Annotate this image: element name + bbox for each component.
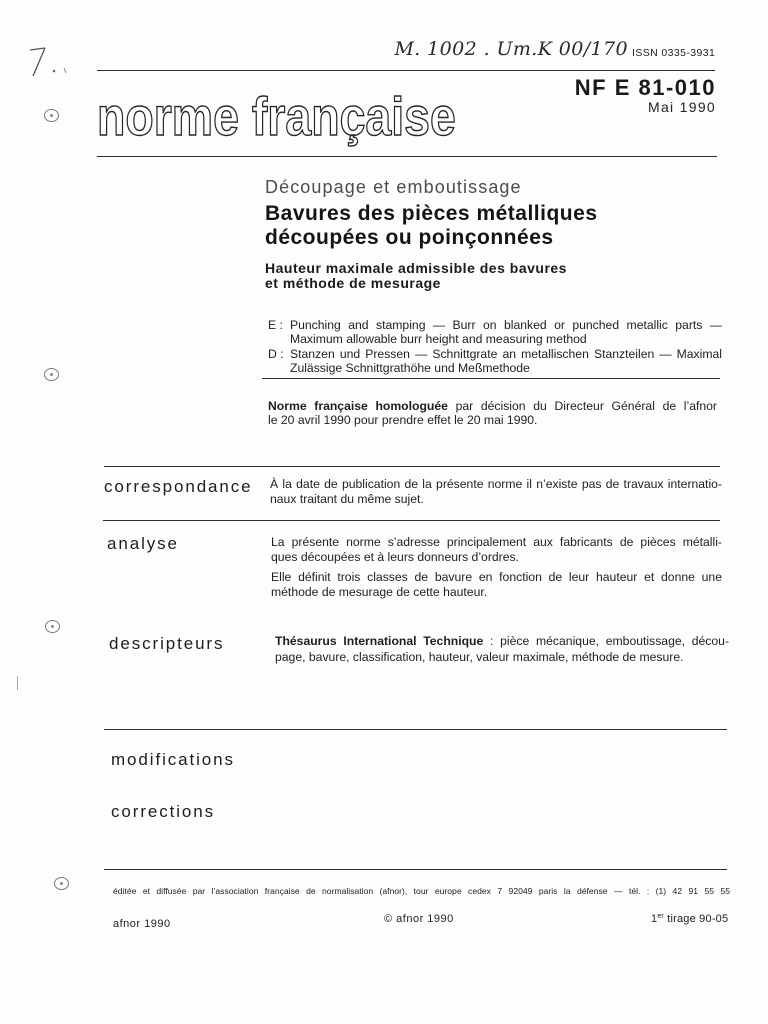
document-title-line: Bavures des pièces métalliques <box>265 202 598 225</box>
section-label-correspondance: correspondance <box>104 477 253 496</box>
section-rule <box>104 466 720 467</box>
section-label-descripteurs: descripteurs <box>109 634 225 653</box>
imprint-left: afnor 1990 <box>113 918 171 930</box>
section-label-modifications: modifications <box>111 750 235 769</box>
correspondance-text-line: À la date de publication de la présente norme il n’existe pas de travaux internatio- <box>270 477 722 491</box>
series-title: norme française <box>97 87 456 147</box>
header-rule <box>97 70 715 71</box>
translation-language-code: E : <box>268 318 283 332</box>
publisher-line: éditée et diffusée par l’association française de normalisation (afnor), tour europe cedex 7 92049 paris la défense — tél. : (1) 42 91 55 55 <box>113 886 730 896</box>
standard-date: Mai 1990 <box>648 99 716 115</box>
homologation-text: par décision du Directeur Général de l’afnor <box>447 399 717 413</box>
section-rule <box>103 520 720 521</box>
issn-number: ISSN 0335-3931 <box>632 47 716 59</box>
translation-line: Stanzen und Pressen — Schnittgrate an metallischen Stanzteilen — Maximal <box>290 347 722 361</box>
section-label-corrections: corrections <box>111 802 216 821</box>
homologation-line: le 20 avril 1990 pour prendre effet le 20 mai 1990. <box>268 413 538 427</box>
analyse-text-line: La présente norme s’adresse principalement aux fabricants de pièces métalli- <box>271 535 722 549</box>
document-subtitle-line: et méthode de mesurage <box>265 275 441 291</box>
footer-rule <box>104 869 727 870</box>
handwritten-reference: M. 1002 . Um.K 00/170 <box>394 38 628 60</box>
descripteurs-keywords: : pièce mécanique, emboutissage, décou- <box>483 634 730 648</box>
document-title-line: découpées ou poinçonnées <box>265 226 554 249</box>
translation-line: Punching and stamping — Burr on blanked or punched metallic parts — <box>290 318 722 332</box>
homologation-bold: Norme française homologuée <box>268 399 448 413</box>
punch-hole-mark <box>45 620 60 633</box>
document-subtitle-line: Hauteur maximale admissible des bavures <box>265 260 567 276</box>
correspondance-text-line: naux traitant du même sujet. <box>270 492 424 506</box>
analyse-text-line: Elle définit trois classes de bavure en fonction de leur hauteur et donne une <box>271 570 722 584</box>
section-rule <box>104 729 727 730</box>
handwritten-margin-mark <box>14 40 78 86</box>
translations-rule <box>262 378 720 379</box>
translation-line: Zulässige Schnittgrathöhe und Meßmethode <box>290 361 530 375</box>
punch-hole-mark <box>44 109 59 122</box>
title-rule <box>97 156 717 157</box>
descripteurs-text-line <box>275 634 729 648</box>
analyse-text-line: méthode de mesurage de cette hauteur. <box>271 585 488 599</box>
standard-number: NF E 81-010 <box>574 75 716 100</box>
punch-hole-mark <box>54 877 69 890</box>
analyse-text-line: ques découpées et à leurs donneurs d’ordres. <box>271 550 519 564</box>
section-label-analyse: analyse <box>107 534 179 553</box>
descripteurs-thesaurus: Thésaurus International Technique <box>275 634 484 648</box>
print-run-suffix: er <box>657 913 664 920</box>
homologation-line <box>268 399 717 413</box>
print-run-text: tirage 90-05 <box>663 913 729 925</box>
print-run-ordinal: 1 <box>651 913 658 925</box>
descripteurs-text-line: page, bavure, classification, hauteur, valeur maximale, méthode de mesure. <box>275 650 684 664</box>
copyright-notice: © afnor 1990 <box>384 913 454 925</box>
margin-tick <box>17 676 18 690</box>
print-run <box>651 910 728 926</box>
translation-line: Maximum allowable burr height and measuring method <box>290 332 587 346</box>
punch-hole-mark <box>44 368 59 381</box>
translation-language-code: D : <box>268 347 284 361</box>
document-category: Découpage et emboutissage <box>265 177 522 197</box>
